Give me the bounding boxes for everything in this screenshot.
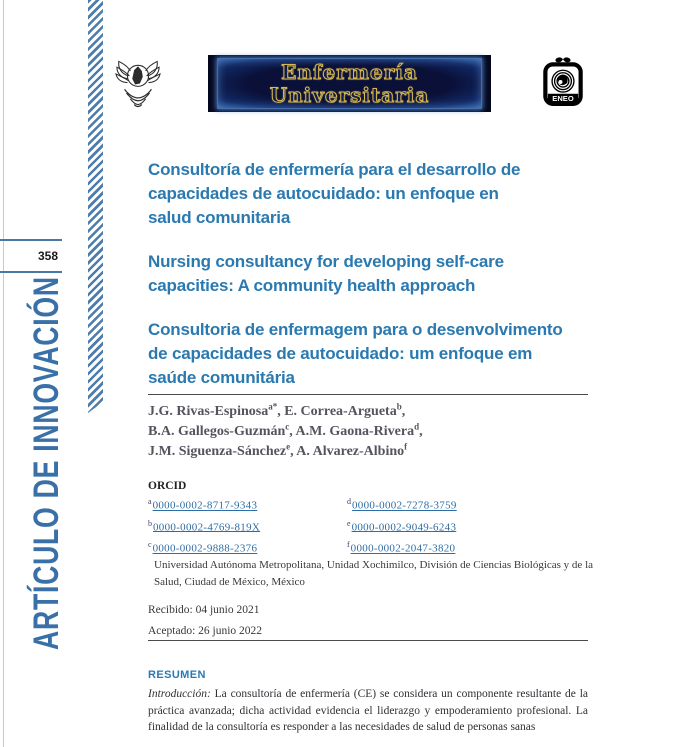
author-affil-mark: a*: [268, 401, 278, 412]
journal-banner: [208, 55, 491, 112]
author-affil-mark: f: [404, 441, 408, 452]
abstract-paragraph: [148, 686, 588, 736]
page-number-box: [0, 239, 62, 273]
eneo-logo-text: ENEO: [552, 93, 574, 103]
author-affil-mark: c: [285, 421, 290, 432]
orcid-affil-mark: b: [148, 518, 152, 528]
received-date: Recibido: 04 junio 2021: [148, 604, 260, 616]
author-name: J.M. Siguenza-Sánchez: [148, 444, 287, 459]
orcid-affil-mark: f: [347, 540, 350, 550]
author-separator: ,: [277, 404, 285, 419]
author-affil-mark: e: [286, 441, 291, 452]
section-label-vertical: ARTÍCULO DE INNOVACIÓN: [27, 276, 66, 650]
title-en-line2: capacities: A community health approach: [148, 276, 476, 295]
author-name: J.G. Rivas-Espinosa: [148, 404, 269, 419]
orcid-entry: [148, 497, 347, 512]
author-separator: ,: [289, 424, 296, 439]
author-separator: ,: [401, 404, 406, 419]
affiliation: Universidad Autónoma Metropolitana, Unidad Xochimilco, División de Ciencias Biológicas y de la Salud, Ciudad de México, México: [154, 559, 594, 588]
author-line-1: [148, 402, 588, 422]
orcid-affil-mark: a: [148, 497, 152, 506]
author-name: E. Correa-Argueta: [284, 404, 397, 419]
orcid-entry: [148, 540, 347, 555]
author-line-2: [148, 422, 588, 442]
orcid-entry: [347, 497, 588, 512]
author-affil-mark: b: [396, 401, 402, 412]
author-name: B.A. Gallegos-Guzmán: [148, 424, 286, 439]
orcid-link[interactable]: 0000-0002-4769-819X: [153, 521, 261, 534]
orcid-affil-mark: c: [148, 540, 152, 550]
divider-above-abstract: [148, 640, 588, 641]
title-english: [148, 250, 588, 298]
orcid-affil-mark: e: [347, 518, 351, 528]
author-separator: ,: [419, 424, 423, 439]
accepted-date: Aceptado: 26 junio 2022: [148, 625, 263, 637]
title-pt-line3: saúde comunitária: [148, 368, 295, 387]
page-number: 358: [37, 249, 58, 263]
abstract-text: La consultoría de enfermería (CE) se considera un componente resultante de la práctica avanzada; dicha actividad evidencia el liderazgo y empoderamiento profesional. La finalidad de la consultoría es responder a las necesidades de salud de personas sanas: [148, 688, 588, 733]
title-pt-line2: de capacidades de autocuidado: um enfoque em: [148, 344, 533, 363]
title-spanish: [148, 158, 588, 230]
author-separator: ,: [290, 444, 297, 459]
orcid-entry: [347, 540, 588, 555]
orcid-link[interactable]: 0000-0002-9888-2376: [152, 542, 258, 555]
orcid-link[interactable]: 0000-0002-2047-3820: [350, 542, 456, 555]
abstract-lead-label: Introducción:: [148, 688, 211, 700]
orcid-list: [148, 497, 588, 555]
journal-banner-panel: [217, 58, 482, 109]
orcid-link[interactable]: 0000-0002-9049-6243: [351, 521, 457, 534]
author-affil-mark: d: [414, 421, 420, 432]
journal-name-line2: Universitaria: [269, 82, 430, 107]
orcid-affil-mark: d: [347, 497, 351, 506]
divider-above-authors: [148, 394, 588, 395]
journal-name-line1: Enfermería: [281, 59, 418, 84]
title-es-line3: salud comunitaria: [148, 208, 291, 227]
title-portuguese: [148, 318, 588, 390]
title-en-line1: Nursing consultancy for developing self-care: [148, 252, 504, 271]
orcid-link[interactable]: 0000-0002-8717-9343: [152, 499, 258, 512]
author-list: [148, 402, 588, 462]
title-es-line1: Consultoría de enfermería para el desarrollo de: [148, 160, 521, 179]
page-left-edge-line: [3, 0, 4, 747]
author-name: A. Alvarez-Albino: [296, 444, 405, 459]
diagonal-stripe-band: [88, 0, 103, 413]
abstract-heading: RESUMEN: [148, 669, 206, 681]
orcid-entry: [148, 519, 347, 534]
unam-crest-icon: [115, 56, 161, 111]
orcid-entry: [347, 519, 588, 534]
author-name: A.M. Gaona-Rivera: [295, 424, 415, 439]
title-pt-line1: Consultoria de enfermagem para o desenvolvimento: [148, 320, 563, 339]
eneo-logo-icon: [542, 54, 584, 110]
orcid-heading: ORCID: [148, 480, 187, 492]
author-line-3: [148, 442, 588, 462]
title-es-line2: capacidades de autocuidado: un enfoque en: [148, 184, 499, 203]
orcid-link[interactable]: 0000-0002-7278-3759: [352, 499, 457, 512]
